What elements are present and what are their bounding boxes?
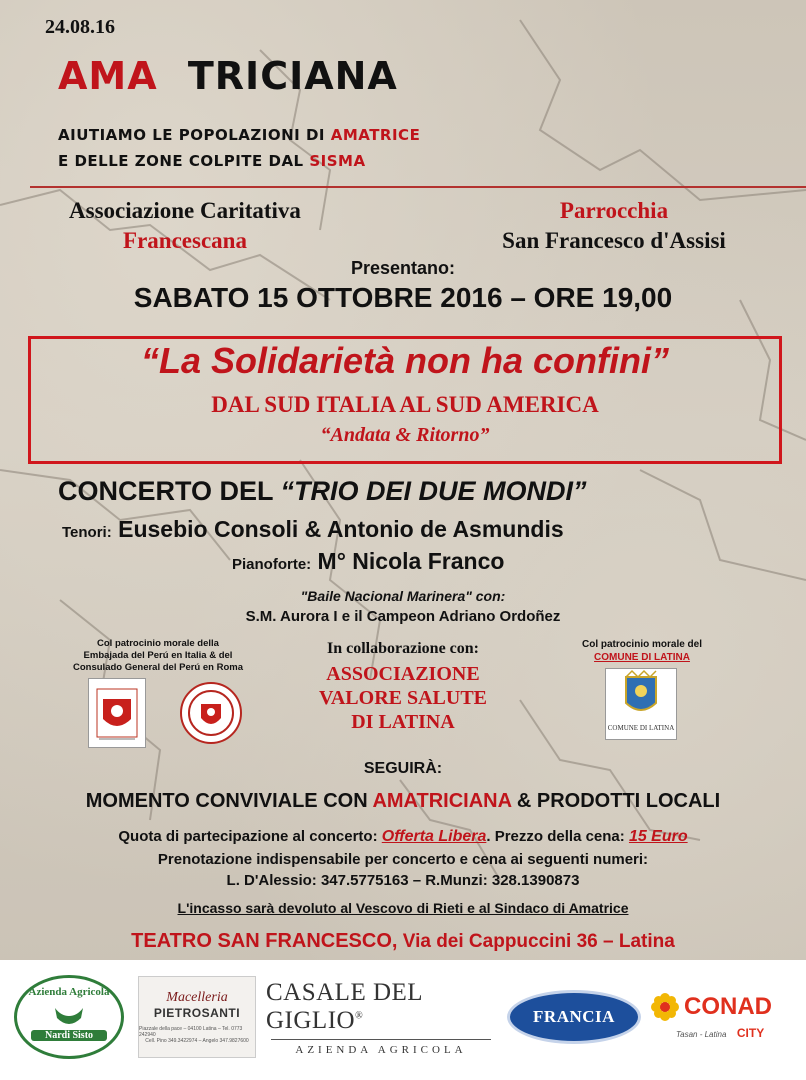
bull-icon (53, 1004, 85, 1026)
casale-name: CASALE DEL GIGLIO (266, 978, 423, 1034)
headline-tagline: “Andata & Ritorno” (320, 424, 490, 446)
header-divider (30, 186, 806, 188)
sponsor-francia (504, 972, 644, 1062)
nardi-bottom-text: Nardi Sisto (31, 1030, 107, 1041)
collaboration-org-line1: ASSOCIAZIONE (326, 663, 480, 685)
casale-registered: ® (355, 1010, 364, 1022)
macelleria-phones: Cell. Pino 349.3422974 – Angelo 347.9827600 (145, 1038, 249, 1044)
piano-label: Pianoforte: (232, 556, 312, 573)
patronage-peru (40, 638, 276, 674)
patronage-peru-line3: Consulado General del Perú en Roma (73, 662, 243, 673)
organizer-right (456, 196, 772, 256)
momento-amatriciana: AMATRICIANA (372, 790, 512, 812)
macelleria-script: Macelleria (166, 990, 228, 1005)
tenori-label: Tenori: (62, 524, 112, 541)
nardi-top-text: Azienda Agricola (28, 986, 110, 998)
organizer-left-line1: Associazione Caritativa (69, 198, 301, 223)
prenotazione-line: Prenotazione indispensabile per concerto e cena ai seguenti numeri: (157, 851, 649, 868)
quota-offerta: Offerta Libera (381, 828, 487, 845)
collaboration-org-line3: DI LATINA (351, 711, 455, 733)
venue-address: Via dei Cappuccini 36 – Latina (397, 931, 675, 952)
sponsor-casale-del-giglio (266, 972, 496, 1062)
tagline-1-text: AIUTIAMO LE POPOLAZIONI DI (58, 126, 325, 144)
logo-part-triciana: TRICIANA (187, 54, 398, 98)
peru-consulate-seal-icon (180, 682, 242, 744)
patronage-latina-line2: COMUNE DI LATINA (594, 652, 690, 663)
conad-location: Tasan - Latina (676, 1030, 727, 1039)
concert-title (58, 476, 587, 507)
momento-text-c: & PRODOTTI LOCALI (511, 790, 721, 812)
headline-subtitle: DAL SUD ITALIA AL SUD AMERICA (211, 392, 599, 417)
conad-name: CONAD (684, 993, 772, 1020)
momento-text-a: MOMENTO CONVIVIALE CON (85, 790, 373, 812)
comune-seal-caption: COMUNE DI LATINA (607, 724, 675, 732)
quota-line (0, 828, 806, 846)
headline-title: “La Solidarietà non ha confini” (140, 340, 670, 381)
sponsor-bar (0, 960, 806, 1080)
venue-line (0, 930, 806, 953)
tenori-names: Eusebio Consoli & Antonio de Asmundis (111, 516, 564, 542)
incasso-note: L'incasso sarà devoluto al Vescovo di Rieti e al Sindaco di Amatrice (177, 900, 629, 916)
collaboration-label: In collaborazione con: (327, 640, 479, 657)
concert-title-prefix: CONCERTO DEL (58, 476, 281, 506)
tagline-2-text: E DELLE ZONE COLPITE DAL (58, 152, 304, 170)
macelleria-address: Piazzale della pace – 04100 Latina – Tel. 0773 242940 (139, 1026, 243, 1038)
peru-embassy-seal-icon (88, 678, 146, 748)
organizer-right-line2: San Francesco d'Assisi (502, 228, 726, 253)
concert-pianoforte (232, 548, 504, 575)
conad-city: CITY (736, 1026, 765, 1040)
collaboration-org-line2: VALORE SALUTE (318, 687, 488, 709)
phone-numbers: L. D'Alessio: 347.5775163 – R.Munzi: 328.1390873 (226, 872, 580, 889)
logo-part-ama: AMA (58, 54, 158, 98)
logo-tagline-2 (58, 152, 366, 170)
francia-name: FRANCIA (533, 1007, 615, 1026)
collaboration-org (296, 662, 510, 734)
quota-text-c: . Prezzo della cena: (486, 828, 629, 845)
baile-line2: S.M. Aurora I e il Campeon Adriano Ordoñez (245, 608, 561, 625)
sponsor-macelleria-pietrosanti (136, 972, 258, 1062)
tagline-1-highlight: AMATRICE (330, 126, 421, 144)
comune-latina-seal-icon (605, 668, 677, 740)
concert-tenori (62, 516, 564, 543)
event-date-stamp: 24.08.16 (45, 16, 115, 38)
tagline-2-highlight: SISMA (309, 152, 366, 170)
patronage-latina (556, 638, 728, 664)
macelleria-name: PIETROSANTI (153, 1006, 241, 1020)
patronage-latina-line1: Col patrocinio morale del (581, 639, 703, 650)
organizer-right-line1: Parrocchia (559, 198, 669, 223)
concert-trio-name: “TRIO DEI DUE MONDI” (280, 476, 587, 506)
seguira-label: SEGUIRÀ: (363, 760, 443, 777)
quota-price: 15 Euro (628, 828, 688, 845)
logo-tagline-1 (58, 126, 420, 144)
patronage-peru-line1: Col patrocinio morale della (97, 638, 219, 649)
casale-subtitle: AZIENDA AGRICOLA (295, 1043, 467, 1056)
quota-text-a: Quota di partecipazione al concerto: (118, 828, 382, 845)
patronage-peru-line2: Embajada del Perú en Italia & del (83, 650, 233, 661)
organizer-left-line2: Francescana (123, 228, 247, 253)
event-datetime: SABATO 15 OTTOBRE 2016 – ORE 19,00 (133, 282, 673, 313)
momento-conviviale (0, 790, 806, 813)
organizer-left (40, 196, 330, 256)
sponsor-conad-city (650, 972, 790, 1062)
piano-name: M° Nicola Franco (311, 548, 505, 574)
venue-name: TEATRO SAN FRANCESCO, (131, 930, 398, 952)
presentano-label: Presentano: (350, 258, 456, 278)
conad-daisy-icon (650, 992, 680, 1022)
ama-triciana-logo (58, 54, 398, 98)
sponsor-nardi-sisto (10, 972, 128, 1062)
baile-line1: "Baile Nacional Marinera" con: (300, 588, 506, 604)
